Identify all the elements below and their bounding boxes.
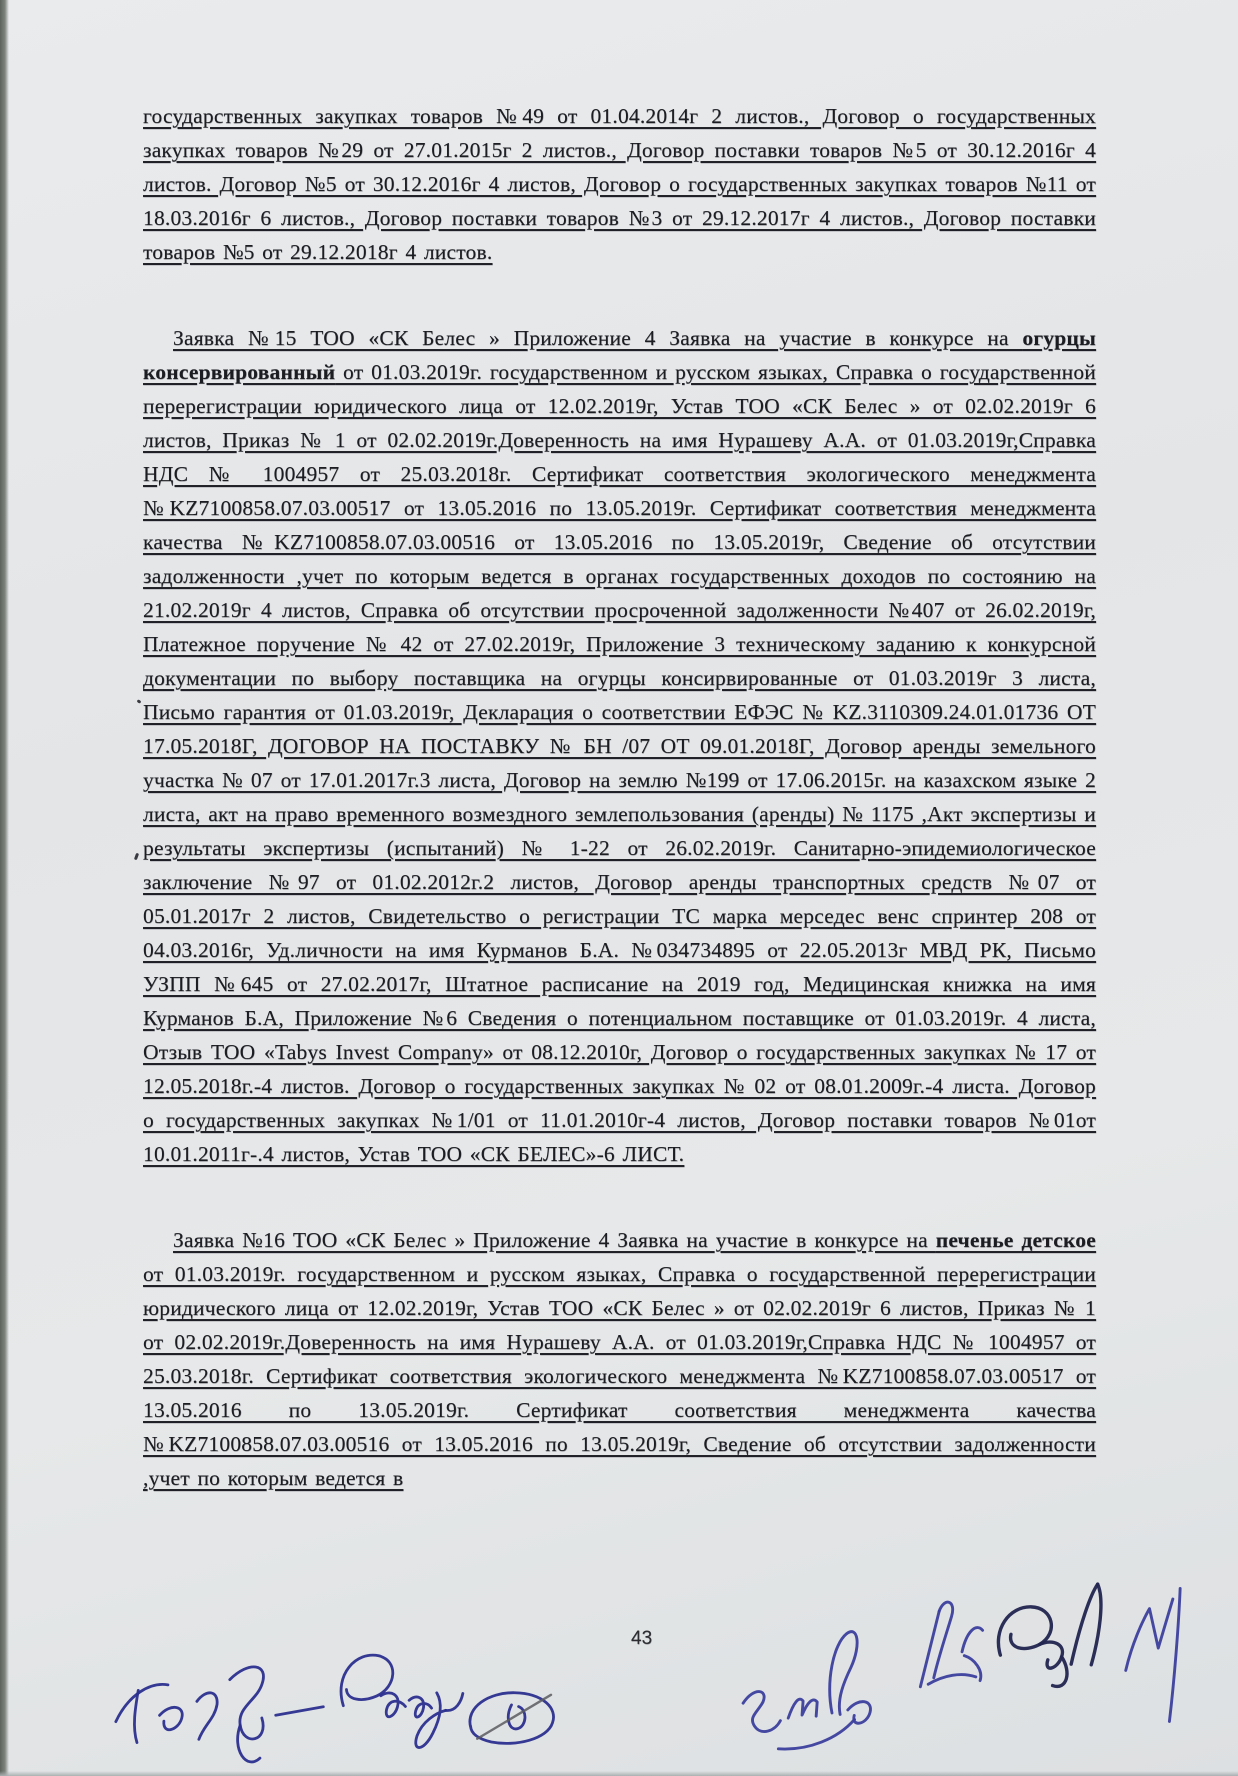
document-text-block <box>143 99 1096 1495</box>
ink-speck <box>137 699 142 704</box>
paragraph-text: Заявка №16 ТОО «СК Белес » Приложение 4 Заявка на участие в конкурсе на <box>173 1228 936 1252</box>
signature-right-final-initial <box>1120 1588 1189 1724</box>
paragraph-application-15 <box>143 321 1096 1171</box>
bold-term-cucumbers: огурцы консервированный <box>143 326 1096 384</box>
paragraph-text: государственных закупках товаров №49 от 01.04.2014г 2 листов., Договор о государственных закупках товаров №29 от 27.01.2015г 2 листов., Договор поставки товаров №5 от 30.12.2016г 4 листов. Договор №5 от 30.12.2016г 4 листов, Договор о государственных закупках товаров №11 от 18.03.2016г 6 листов., Договор поставки товаров №3 от 29.12.2017г 4 листов., Договор поставки товаров №5 от 29.12.2018г 4 листов. <box>143 104 1096 264</box>
paragraph-application-16 <box>143 1223 1096 1495</box>
pencil-slash <box>475 1695 553 1739</box>
signature-right <box>737 1578 1190 1751</box>
bold-term-cookies: печенье детское <box>935 1228 1096 1252</box>
signature-right-dark-scribble <box>995 1584 1107 1690</box>
paragraph-text: от 01.03.2019г. государственном и русском языках, Справка о государственной перерегистрации юридического лица от 12.02.2019г, Устав ТОО «СК Белес » от 02.02.2019г 6 листов, Приказ № 1 от 02.02.2019г.Доверенность на имя Нурашеву А.А. от 01.03.2019г,Справка НДС № 1004957 от 25.03.2018г. Сертификат соответствия экологического менеджмента №KZ7100858.07.03.00517 от 13.05.2016 по 13.05.2019г. Сертификат соответствия менеджмента качества №KZ7100858.07.03.00516 от 13.05.2016 по 13.05.2019г, Сведение об отсутствии задолженности ,учет по которым ведется в <box>143 1262 1096 1490</box>
paragraph-text: Заявка №15 ТОО «СК Белес » Приложение 4 Заявка на участие в конкурсе на <box>173 326 1023 350</box>
signature-right-monogram <box>915 1600 987 1687</box>
signatures-layer <box>0 1560 1238 1776</box>
paragraph-text: от 01.03.2019г. государственном и русском языках, Справка о государственной перерегистрации юридического лица от 12.02.2019г, Устав ТОО «СК Белес » от 02.02.2019г 6 листов, Приказ № 1 от 02.02.2019г.Доверенность на имя Нурашеву А.А. от 01.03.2019г,Справка НДС № 1004957 от 25.03.2018г. Сертификат соответствия экологического менеджмента №KZ7100858.07.03.00517 от 13.05.2016 по 13.05.2019г. Сертификат соответствия менеджмента качества №KZ7100858.07.03.00516 от 13.05.2016 по 13.05.2019г, Сведение об отсутствии задолженности ,учет по которым ведется в органах государственных доходов по состоянию на 21.02.2019г 4 листов, Справка об отсутствии просроченной задолженности №407 от 26.02.2019г, Платежное поручение № 42 от 27.02.2019г, Приложение 3 техническому заданию к конкурсной документации по выбору поставщика на огурцы консирвированные от 01.03.2019г 3 листа, Письмо гарантия от 01.03.2019г, Декларация о соответствии ЕФЭС № KZ.3110309.24.01.01736 ОТ 17.05.2018Г, ДОГОВОР НА ПОСТАВКУ № БН /07 ОТ 09.01.2018Г, Договор аренды земельного участка № 07 от 17.01.2017г.3 листа, Договор на землю №199 от 17.06.2015г. на казахском языке 2 листа, акт на право временного возмездного землепользования (аренды) № 1175 ,Акт экспертизы и результаты экспертизы (испытаний) № 1-22 от 26.02.2019г. Санитарно-эпидемиологическое заключение №97 от 01.02.2012г.2 листов, Договор аренды транспортных средств №07 от 05.01.2017г 2 листов, Свидетельство о регистрации ТС марка мерседес венс спринтер 208 от 04.03.2016г, Уд.личности на имя Курманов Б.А. №034734895 от 22.05.2013г МВД РК, Письмо УЗПП №645 от 27.02.2017г, Штатное расписание на 2019 год, Медицинская книжка на имя Курманов Б.А, Приложение №6 Сведения о потенциальном поставщике от 01.03.2019г. 4 листа, Отзыв ТОО «Tabys Invest Company» от 08.12.2010г, Договор о государственных закупках № 17 от 12.05.2018г.-4 листов. Договор о государственных закупках № 02 от 08.01.2009г.-4 листа. Договор о государственных закупках №1/01 от 11.01.2010г-4 листов, Договор поставки товаров №01от 10.01.2011г-.4 листов, Устав ТОО «СК БЕЛЕС»-6 ЛИСТ. <box>143 360 1096 1166</box>
signature-right-initials <box>739 1631 873 1752</box>
ink-speck <box>134 853 139 861</box>
signature-left <box>113 1646 555 1769</box>
scan-edge-left <box>0 0 9 1776</box>
paragraph-contracts-continuation <box>143 99 1096 269</box>
page-number: 43 <box>631 1628 653 1649</box>
